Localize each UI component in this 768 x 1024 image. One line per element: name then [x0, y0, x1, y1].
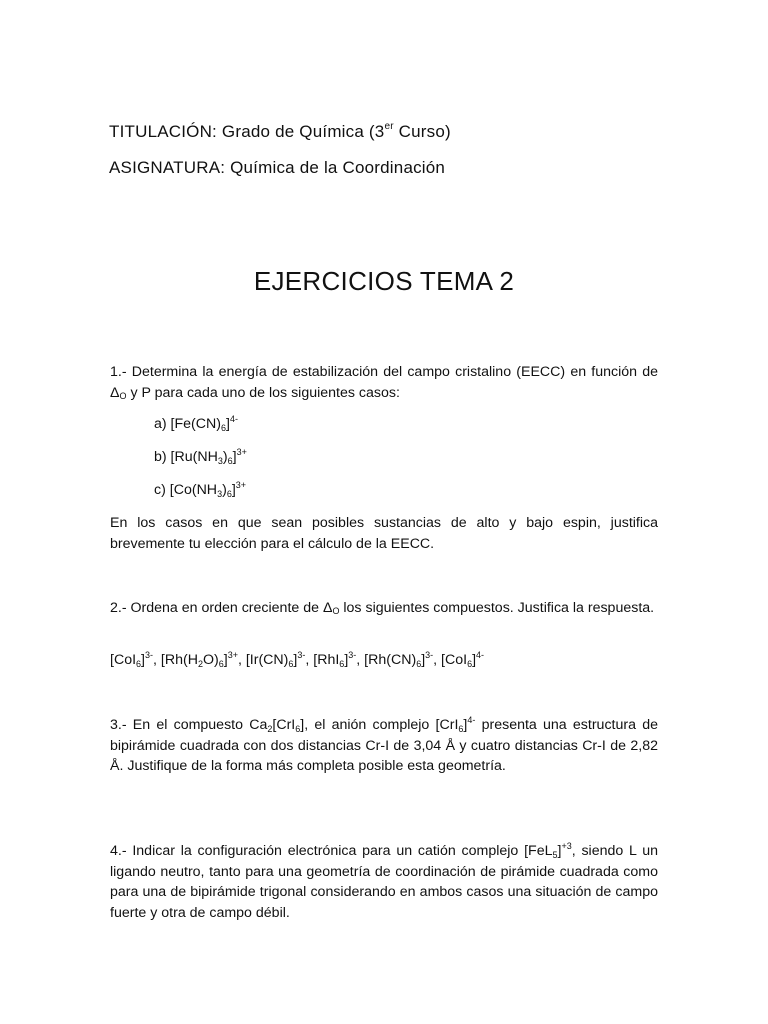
item-b-text: b) [Ru(NH — [154, 449, 218, 465]
item-c-text: c) [Co(NH — [154, 482, 218, 498]
compound-sub: 6 — [467, 659, 473, 669]
item-c-charge: 3+ — [235, 480, 247, 490]
compound-charge: 4- — [476, 650, 485, 660]
item-b-charge: 3+ — [236, 447, 247, 457]
compound-sub: 6 — [288, 659, 294, 669]
titulacion-ordinal: er — [384, 121, 394, 132]
exercise-1-item-b — [154, 449, 247, 465]
titulacion-text: TITULACIÓN: Grado de Química (3 — [109, 122, 385, 141]
exercise-4-text-b: ] — [557, 843, 562, 859]
exercise-3-statement — [110, 715, 658, 777]
compound-part: , [CoI — [433, 652, 468, 668]
exercise-1-statement — [110, 362, 658, 403]
exercise-3-sub-b: 6 — [295, 724, 301, 734]
compound-sub: 6 — [339, 659, 345, 669]
compound-charge: 3- — [425, 650, 434, 660]
compound-sub: 6 — [136, 659, 142, 669]
item-c-sub1: 3 — [217, 489, 223, 499]
compound-charge: 3- — [297, 650, 306, 660]
exercise-3-text-d: ] — [463, 717, 468, 733]
compound-part: , [Rh(CN) — [356, 652, 417, 668]
compound-part: O) — [202, 652, 219, 668]
item-b-close: ] — [232, 449, 237, 465]
compound-part: ] — [141, 652, 145, 668]
compound-charge: 3+ — [227, 650, 238, 660]
compound-part: , [RhI — [305, 652, 340, 668]
compound-sub: 2 — [197, 659, 203, 669]
exercise-3-text-a: 3.- En el compuesto Ca — [110, 717, 268, 733]
page-title: EJERCICIOS TEMA 2 — [253, 266, 515, 296]
exercise-1-text-b: y P para cada uno de los siguientes casos: — [126, 384, 400, 401]
exercise-1-note: En los casos en que sean posibles sustancias de alto y bajo espin, justifica brevemente tu elección para el cálculo de la EECC. — [110, 515, 658, 552]
compound-part: [CoI — [110, 652, 137, 668]
titulacion-suffix: Curso) — [393, 122, 451, 141]
compound-part: ] — [293, 652, 298, 668]
exercise-3-text-c: ], el anión complejo [CrI — [300, 717, 459, 733]
exercise-2-text-b: los siguientes compuestos. Justifica la respuesta. — [339, 600, 655, 616]
item-a-close: ] — [226, 416, 230, 432]
item-b-sub: 6 — [227, 456, 233, 466]
compound-part: ] — [421, 652, 426, 668]
compound-part: , [Ir(CN) — [237, 652, 289, 668]
item-a-text: a) [Fe(CN) — [154, 416, 221, 432]
exercise-4-text-c: , siendo L un ligando neutro, tanto para una geometría de coordinación de pirámide cuadrada como para una de bipirámide trigonal considerando en ambos casos una situación de campo fuerte y otra de campo débil. — [110, 843, 658, 921]
exercise-3-sub-c: 6 — [458, 724, 464, 734]
compound-part: ] — [344, 652, 349, 668]
exercise-3-text-e: presenta una estructura de bipirámide cuadrada con dos distancias Cr-I de 3,04 Å y cuatro distancias Cr-I de 2,82 Å. Justifique de la forma más completa posible esta geometría. — [110, 717, 658, 774]
delta-subscript: O — [332, 606, 340, 616]
exercise-1-item-a — [154, 416, 238, 432]
item-a-charge: 4- — [229, 414, 238, 424]
compound-sub: 6 — [218, 659, 224, 669]
compound-sub: 6 — [416, 659, 422, 669]
compound-charge: 3- — [145, 650, 154, 660]
compound-part: , [Rh(H — [153, 652, 198, 668]
exercise-4-statement — [110, 841, 658, 923]
exercise-3-text-b: [CrI — [272, 717, 296, 733]
item-c-close: ] — [231, 482, 236, 498]
item-c-sub: 6 — [226, 489, 232, 499]
delta-symbol: Δ — [322, 600, 333, 616]
exercise-4-text-a: 4.- Indicar la configuración electrónica para un catión complejo [FeL — [110, 843, 553, 859]
exercise-2-compounds — [110, 652, 484, 668]
exercise-4-sub-a: 5 — [552, 850, 558, 860]
exercise-4-charge: +3 — [561, 841, 572, 851]
exercise-2-text-a: 2.- Ordena en orden creciente de — [110, 600, 323, 616]
compound-part: ] — [472, 652, 477, 668]
delta-symbol: Δ — [110, 384, 120, 401]
titulacion-line — [109, 122, 451, 142]
exercise-3-sub-a: 2 — [267, 724, 273, 734]
item-b-sub1: 3 — [217, 456, 223, 466]
delta-subscript: O — [119, 390, 127, 401]
exercise-1-item-c — [154, 482, 246, 498]
item-b-mid: ) — [222, 449, 228, 465]
exercise-2-statement — [110, 598, 658, 619]
exercise-3-charge: 4- — [467, 715, 476, 725]
item-c-mid: ) — [222, 482, 227, 498]
compound-part: ] — [223, 652, 228, 668]
exercise-1-text-a: 1.- Determina la energía de estabilización del campo cristalino (EECC) en función de — [110, 364, 658, 380]
compound-charge: 3- — [348, 650, 357, 660]
asignatura-line: ASIGNATURA: Química de la Coordinación — [109, 158, 446, 177]
item-a-sub: 6 — [221, 423, 227, 433]
